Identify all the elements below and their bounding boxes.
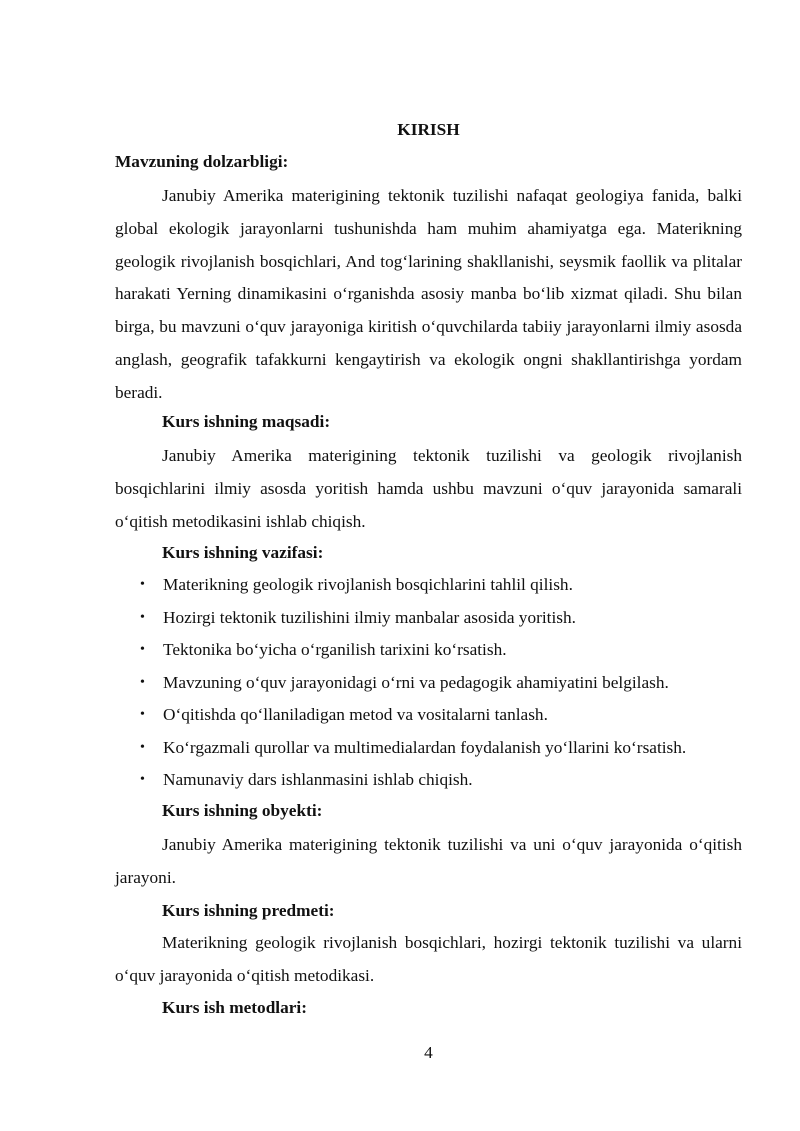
list-item-text: O‘qitishda qo‘llaniladigan metod va vositalarni tanlash.	[163, 705, 548, 724]
list-item	[115, 602, 742, 635]
list-item	[115, 764, 742, 797]
paragraph-obyekt: Janubiy Amerika materigining tektonik tuzilishi va uni o‘quv jarayonida o‘qitish jarayoni.	[115, 835, 742, 887]
bullet-marker: •	[140, 707, 145, 722]
list-item-text: Ko‘rgazmali qurollar va multimedialardan foydalanish yo‘llarini ko‘rsatish.	[163, 737, 687, 757]
heading-vazifa: Kurs ishning vazifasi:	[162, 543, 324, 562]
bullet-marker: •	[140, 642, 145, 657]
heading-predmet: Kurs ishning predmeti:	[162, 901, 335, 920]
list-item	[115, 667, 742, 700]
list-item	[115, 732, 742, 765]
bullet-marker: •	[140, 674, 145, 690]
bullet-marker: •	[140, 739, 145, 755]
task-list	[115, 569, 742, 797]
paragraph-predmet: Materikning geologik rivojlanish bosqichlari, hozirgi tektonik tuzilishi va ularni o‘quv jarayonida o‘qitish metodikasi.	[115, 933, 742, 985]
heading-maqsad: Kurs ishning maqsadi:	[162, 412, 331, 431]
list-item	[115, 569, 742, 602]
list-item-text: Hozirgi tektonik tuzilishini ilmiy manbalar asosida yoritish.	[163, 607, 576, 627]
bullet-marker: •	[140, 609, 145, 625]
bullet-marker: •	[140, 577, 145, 592]
page-number: 4	[424, 1043, 433, 1062]
list-item-text: Mavzuning o‘quv jarayonidagi o‘rni va pedagogik ahamiyatini belgilash.	[163, 672, 669, 692]
paragraph-maqsad: Janubiy Amerika materigining tektonik tuzilishi va geologik rivojlanish bosqichlarini ilmiy asosda yoritish hamda ushbu mavzuni o‘quv jarayonida samarali o‘qitish metodikasini ishlab chiqish.	[115, 446, 742, 531]
list-item-text: Namunaviy dars ishlanmasini ishlab chiqish.	[163, 770, 473, 789]
heading-dolzarblik: Mavzuning dolzarbligi:	[115, 152, 289, 171]
heading-obyekt: Kurs ishning obyekti:	[162, 801, 323, 820]
list-item	[115, 699, 742, 732]
list-item-text: Tektonika bo‘yicha o‘rganilish tarixini ko‘rsatish.	[163, 640, 507, 659]
paragraph-dolzarblik: Janubiy Amerika materigining tektonik tuzilishi nafaqat geologiya fanida, balki global ekologik jarayonlarni tushunishda ham muhim ahamiyatga ega. Materikning geologik rivojlanish bosqichlari, And tog‘larining shakllanishi, seysmik faollik va plitalar harakati Yerning dinamikasini o‘rganishda asosiy manba bo‘lib xizmat qiladi. Shu bilan birga, bu mavzuni o‘quv jarayoniga kiritish o‘quvchilarda tabiiy jarayonlarni ilmiy asosda anglash, geografik tafakkurni kengaytirish va ekologik ongni shakllantirishga yordam beradi.	[115, 186, 742, 402]
list-item-text: Materikning geologik rivojlanish bosqichlarini tahlil qilish.	[163, 575, 573, 594]
page-title: KIRISH	[397, 120, 460, 139]
bullet-marker: •	[140, 772, 145, 787]
heading-metodlar: Kurs ish metodlari:	[162, 998, 307, 1017]
list-item	[115, 634, 742, 667]
